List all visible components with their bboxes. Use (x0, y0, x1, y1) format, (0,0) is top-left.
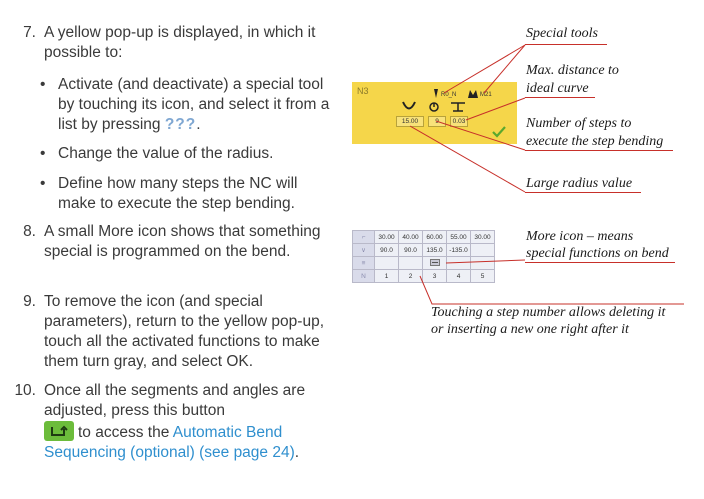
tool-row-icon: ≡ (353, 257, 375, 270)
annotation-steps-1: Number of steps to (526, 116, 632, 131)
callout-special-tools (444, 45, 525, 93)
annotation-max-distance-2: ideal curve (526, 81, 589, 96)
step-end: . (294, 444, 300, 461)
annotation-step-touch-1: Touching a step number allows deleting it (431, 305, 666, 320)
annotation-steps-2: execute the step bending (526, 134, 664, 149)
tool-a-label: R0_N (441, 92, 457, 98)
step-number-cell[interactable]: 3 (423, 270, 447, 283)
angle-icon: ∨ (353, 244, 375, 257)
grid-cell[interactable]: 90.0 (399, 244, 423, 257)
annotation-more-icon-2: special functions on bend (526, 246, 669, 261)
annotation-max-distance-1: Max. distance to (526, 63, 619, 78)
callout-more-icon (446, 260, 525, 263)
grid-cell[interactable]: 90.0 (375, 244, 399, 257)
bullet-end: . (196, 116, 201, 133)
bullet-text-main: Activate (and deactivate) a special tool by touching its icon, and select it from a list by pressing (58, 76, 330, 133)
callout-large-radius (410, 126, 525, 192)
step-number-cell[interactable]: 5 (471, 270, 495, 283)
step-text: A small More icon shows that something special is programmed on the bend. (44, 223, 321, 260)
annotation-underline (525, 192, 641, 193)
callout-max-distance (466, 98, 525, 120)
step-number-cell[interactable]: 1 (375, 270, 399, 283)
step-number-cell[interactable]: 4 (447, 270, 471, 283)
bullet-text: Change the value of the radius. (58, 145, 274, 162)
grid-cell[interactable]: 40.00 (399, 231, 423, 244)
callout-steps (436, 121, 525, 150)
bullet-dot: • (40, 76, 46, 93)
grid-cell[interactable]: 30.00 (375, 231, 399, 244)
annotation-underline (525, 150, 673, 151)
step-number: 10. (14, 382, 36, 399)
bullet-dot: • (40, 175, 46, 192)
annotation-step-touch-2: or inserting a new one right after it (431, 322, 629, 337)
annotation-underline (525, 44, 607, 45)
step-text-main: Once all the segments and angles are adjusted, press this button (44, 382, 306, 419)
steps-value[interactable]: 9 (428, 116, 446, 127)
step-number-cell[interactable]: 2 (399, 270, 423, 283)
distance-value[interactable]: 0.03 (450, 116, 468, 127)
segment-icon: ⌐ (353, 231, 375, 244)
annotation-special-tools: Special tools (526, 26, 598, 41)
callout-step-number (420, 276, 684, 304)
grid-cell[interactable]: 30.00 (471, 231, 495, 244)
grid-cell[interactable]: 55.00 (447, 231, 471, 244)
automatic-bend-sequencing-link[interactable]: Automatic Bend Sequencing (optional) (see page 24) (44, 424, 295, 461)
step-text: A yellow pop-up is displayed, in which it possible to: (44, 24, 316, 61)
popup-bend-label: N3 (357, 86, 369, 96)
annotation-more-icon-1: More icon – means (526, 229, 634, 244)
row-label: N (353, 270, 375, 283)
annotation-underline (525, 262, 675, 263)
step-number: 8. (23, 223, 36, 240)
grid-cell[interactable]: 135.0 (423, 244, 447, 257)
callout-special-tools-2 (484, 45, 525, 93)
placeholder-reference[interactable]: ??? (164, 116, 197, 133)
tool-b-label: M21 (480, 92, 492, 98)
step-number: 9. (23, 293, 36, 310)
annotation-underline (525, 97, 595, 98)
step-text: To remove the icon (and special parameters), return to the yellow pop-up, touch all the activated functions to make them turn gray, and select OK. (44, 293, 324, 370)
bullet-text: Define how many steps the NC will make to execute the step bending. (58, 175, 298, 212)
annotation-large-radius: Large radius value (526, 176, 633, 191)
step-number: 7. (23, 24, 36, 41)
grid-cell[interactable]: 60.00 (423, 231, 447, 244)
step-text-after: to access the (78, 424, 170, 441)
bullet-dot: • (40, 145, 46, 162)
grid-cell[interactable]: -135.0 (447, 244, 471, 257)
radius-value[interactable]: 15.00 (396, 116, 424, 127)
